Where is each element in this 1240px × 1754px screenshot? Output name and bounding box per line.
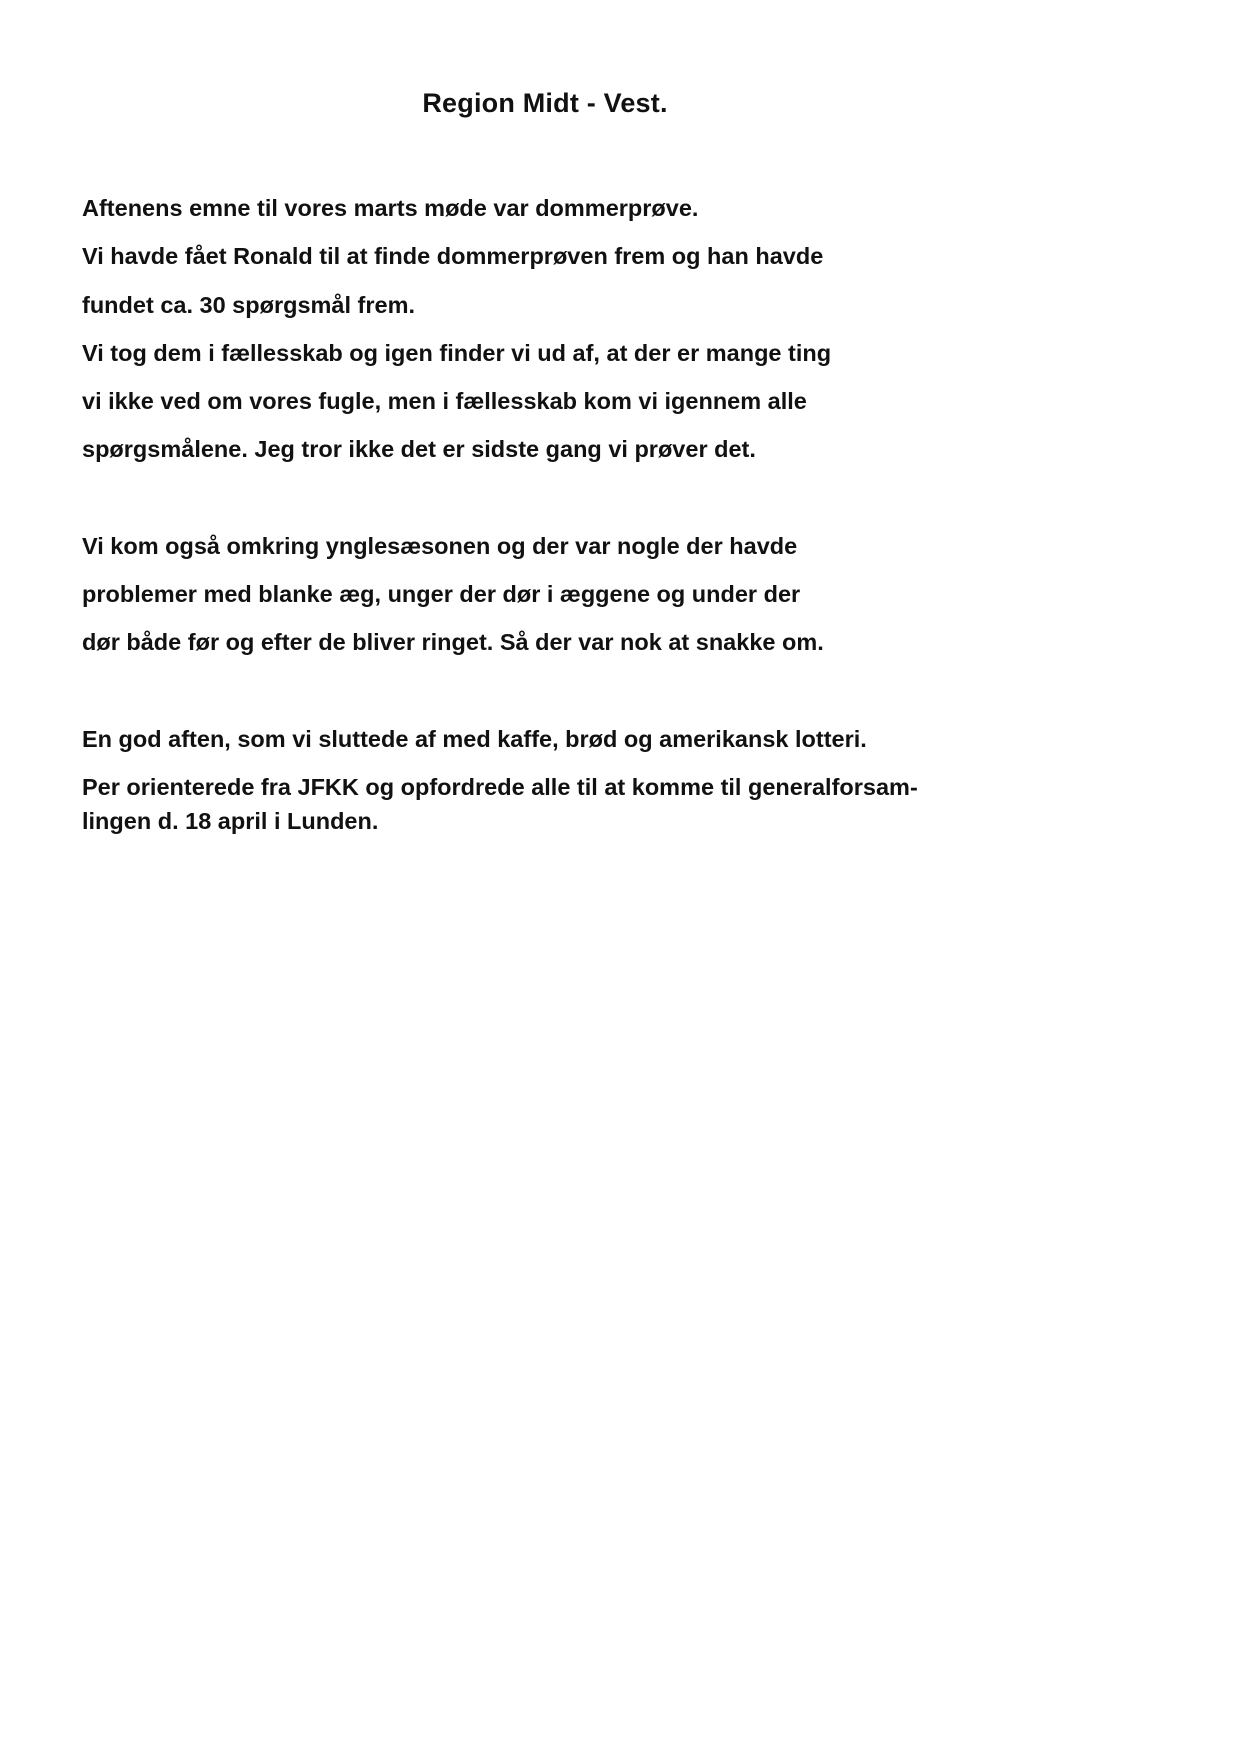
text-line: dør både før og efter de bliver ringet. Så der var nok at snakke om. — [82, 629, 824, 655]
text-line: Per orienterede fra JFKK og opfordrede alle til at komme til generalforsam- — [82, 774, 918, 800]
text-line: Vi kom også omkring ynglesæsonen og der var nogle der havde — [82, 533, 798, 559]
text-line: Vi tog dem i fællesskab og igen finder vi ud af, at der er mange ting — [82, 340, 832, 366]
text-line: fundet ca. 30 spørgsmål frem. — [82, 292, 416, 318]
text-line: Vi havde fået Ronald til at finde dommerprøven frem og han havde — [82, 243, 824, 269]
text-line: En god aften, som vi sluttede af med kaffe, brød og amerikansk lotteri. — [82, 726, 867, 752]
page-title: Region Midt - Vest. — [422, 88, 668, 118]
text-line: vi ikke ved om vores fugle, men i fællesskab kom vi igennem alle — [82, 388, 807, 414]
text-line: problemer med blanke æg, unger der dør i æggene og under der — [82, 581, 801, 607]
text-line: Aftenens emne til vores marts møde var dommerprøve. — [82, 195, 699, 221]
text-line: lingen d. 18 april i Lunden. — [82, 808, 379, 834]
text-line: spørgsmålene. Jeg tror ikke det er sidste gang vi prøver det. — [82, 436, 756, 462]
